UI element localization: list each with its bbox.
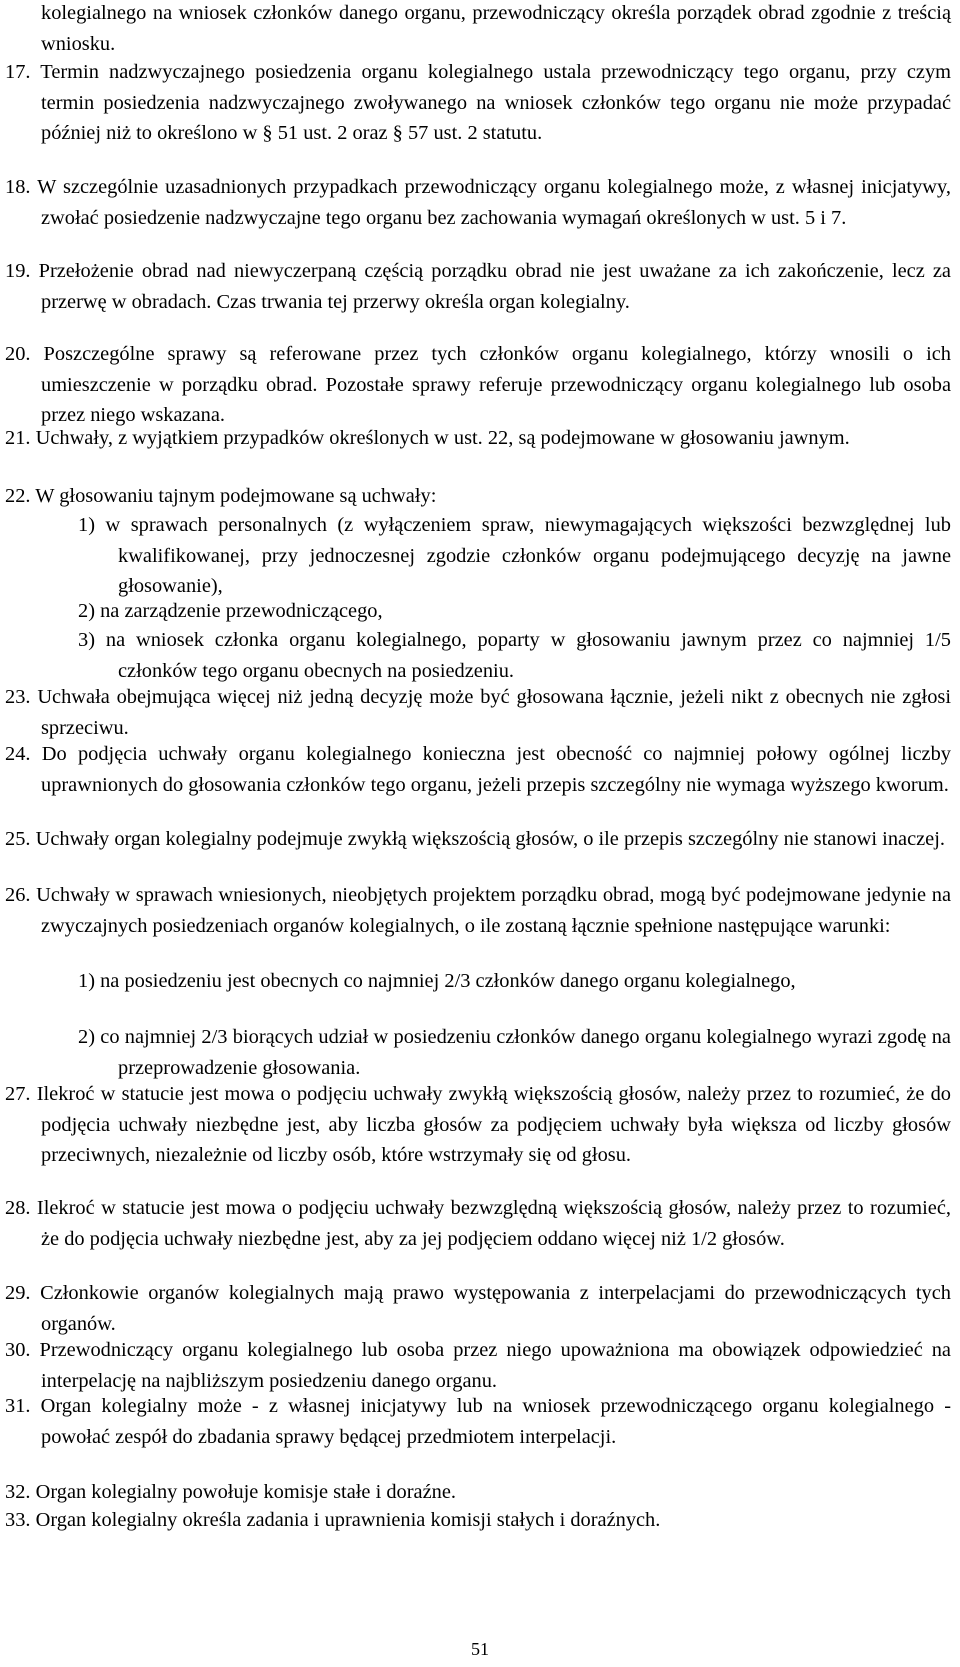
subitem-text: na posiedzeniu jest obecnych co najmniej 2/3 członków danego organu kolegialnego, [100,970,796,992]
subitem-text: co najmniej 2/3 biorących udział w posiedzeniu członków danego organu kolegialnego wyrazi zgodę na przeprowadzenie głosowania. [100,1026,951,1079]
subitem-22-1 [78,510,951,602]
paragraph-text: Poszczególne sprawy są referowane przez tych członków organu kolegialnego, którzy wnosili o ich umieszczenie w porządku obrad. Pozostałe sprawy referuje przewodniczący organu kolegialnego lub osoba przez niego wskazana. [41,343,951,427]
paragraph-text: Przełożenie obrad nad niewyczerpaną częścią porządku obrad nie jest uważane za ich zakończenie, lecz za przerwę w obradach. Czas trwania tej przerwy określa organ kolegialny. [38,260,951,313]
paragraph-number: 30. [5,1339,31,1361]
paragraph-24 [5,739,951,800]
paragraph-number: 26. [5,884,31,906]
paragraph-number: 29. [5,1282,31,1304]
paragraph-number: 20. [5,343,31,365]
paragraph-text: Ilekroć w statucie jest mowa o podjęciu uchwały bezwzględną większością głosów, należy przez to rozumieć, że do podjęcia uchwały niezbędne jest, aby za jej podjęciem oddano więcej niż 1/2 głosów. [36,1197,951,1250]
paragraph-text: Uchwały, z wyjątkiem przypadków określonych w ust. 22, są podejmowane w głosowaniu jawnym. [35,427,850,449]
paragraph-19 [5,256,951,317]
paragraph-text: Uchwały w sprawach wniesionych, nieobjętych projektem porządku obrad, mogą być podejmowane jedynie na zwyczajnych posiedzeniach organów kolegialnych, o ile zostaną łącznie spełnione następujące warunki: [36,884,951,937]
paragraph-31 [5,1391,951,1452]
paragraph-number: 25. [5,828,31,850]
paragraph-30 [5,1335,951,1396]
paragraph-text: Uchwała obejmująca więcej niż jedną decyzję może być głosowana łącznie, jeżeli nikt z obecnych nie zgłosi sprzeciwu. [37,686,951,739]
paragraph-23 [5,682,951,743]
paragraph-29 [5,1278,951,1339]
subitem-number: 2) [78,600,95,622]
paragraph-text: Przewodniczący organu kolegialnego lub osoba przez niego upoważniona ma obowiązek odpowiedzieć na interpelację na najbliższym posiedzeniu danego organu. [39,1339,951,1392]
paragraph-number: 31. [5,1395,31,1417]
paragraph-text: Organ kolegialny powołuje komisje stałe i doraźne. [35,1481,456,1503]
subitem-text: na wniosek członka organu kolegialnego, poparty w głosowaniu jawnym przez co najmniej 1/5 członków tego organu obecnych na posiedzeniu. [105,629,951,682]
paragraph-18 [5,172,951,233]
subitem-number: 3) [78,629,95,651]
paragraph-number: 32. [5,1481,31,1503]
page-number: 51 [471,1639,489,1659]
paragraph-28 [5,1193,951,1254]
paragraph-text: Do podjęcia uchwały organu kolegialnego konieczna jest obecność co najmniej połowy ogólnej liczby uprawnionych do głosowania członków tego organu, jeżeli przepis szczególny nie wymaga wyższego kworum. [41,743,952,796]
paragraph-33 [5,1505,951,1536]
paragraph-number: 22. [5,485,31,507]
paragraph-text: Członkowie organów kolegialnych mają prawo występowania z interpelacjami do przewodniczących tych organów. [40,1282,951,1335]
paragraph-number: 21. [5,427,31,449]
subitem-text: w sprawach personalnych (z wyłączeniem spraw, niewymagających większości bezwzględnej lub kwalifikowanej, przy jednoczesnej zgodzie członków organu podejmującego decyzję na jawne głosowanie), [105,514,951,598]
paragraph-number: 24. [5,743,31,765]
paragraph-number: 17. [5,61,31,83]
paragraph-21 [5,423,951,454]
paragraph-27 [5,1079,951,1171]
subitem-number: 1) [78,514,95,536]
paragraph-number: 28. [5,1197,31,1219]
subitem-22-3 [78,625,951,686]
paragraph-26 [5,880,951,941]
paragraph-text: Ilekroć w statucie jest mowa o podjęciu uchwały zwykłą większością głosów, należy przez to rozumieć, że do podjęcia uchwały niezbędne jest, aby liczba głosów za podjęciem uchwały była większa od liczby głosów przeciwnych, niezależnie od liczby osób, które wstrzymały się od głosu. [36,1083,951,1167]
subitem-number: 1) [78,970,95,992]
paragraph-text: Organ kolegialny określa zadania i uprawnienia komisji stałych i doraźnych. [35,1509,661,1531]
paragraph-text: Organ kolegialny może - z własnej inicjatywy lub na wniosek przewodniczącego organu kolegialnego - powołać zespół do zbadania sprawy będącej przedmiotem interpelacji. [40,1395,951,1448]
lead-paragraph: kolegialnego na wniosek członków danego organu, przewodniczący określa porządek obrad zgodnie z treścią wniosku. [41,2,951,55]
paragraph-text: W głosowaniu tajnym podejmowane są uchwały: [35,485,437,507]
paragraph-25 [5,824,951,855]
subitem-text: na zarządzenie przewodniczącego, [100,600,383,622]
paragraph-text: W szczególnie uzasadnionych przypadkach przewodniczący organu kolegialnego może, z własnej inicjatywy, zwołać posiedzenie nadzwyczajne tego organu bez zachowania wymagań określonych w ust. 5 i 7. [37,176,951,229]
subitem-26-1 [78,966,951,997]
paragraph-number: 19. [5,260,31,282]
paragraph-number: 27. [5,1083,31,1105]
paragraph-22 [5,481,951,512]
paragraph-number: 23. [5,686,31,708]
paragraph-17 [5,57,951,149]
paragraph-20 [5,339,951,431]
paragraph-text: Termin nadzwyczajnego posiedzenia organu kolegialnego ustala przewodniczący tego organu, przy czym termin posiedzenia nadzwyczajnego zwoływanego na wniosek członków tego organu nie może przypadać później niż to określono w § 51 ust. 2 oraz § 57 ust. 2 statutu. [40,61,951,145]
subitem-22-2 [78,596,951,627]
paragraph-32 [5,1477,951,1508]
subitem-number: 2) [78,1026,95,1048]
paragraph-text: Uchwały organ kolegialny podejmuje zwykłą większością głosów, o ile przepis szczególny nie stanowi inaczej. [35,828,945,850]
paragraph-number: 18. [5,176,31,198]
subitem-26-2 [78,1022,951,1083]
paragraph-number: 33. [5,1509,31,1531]
